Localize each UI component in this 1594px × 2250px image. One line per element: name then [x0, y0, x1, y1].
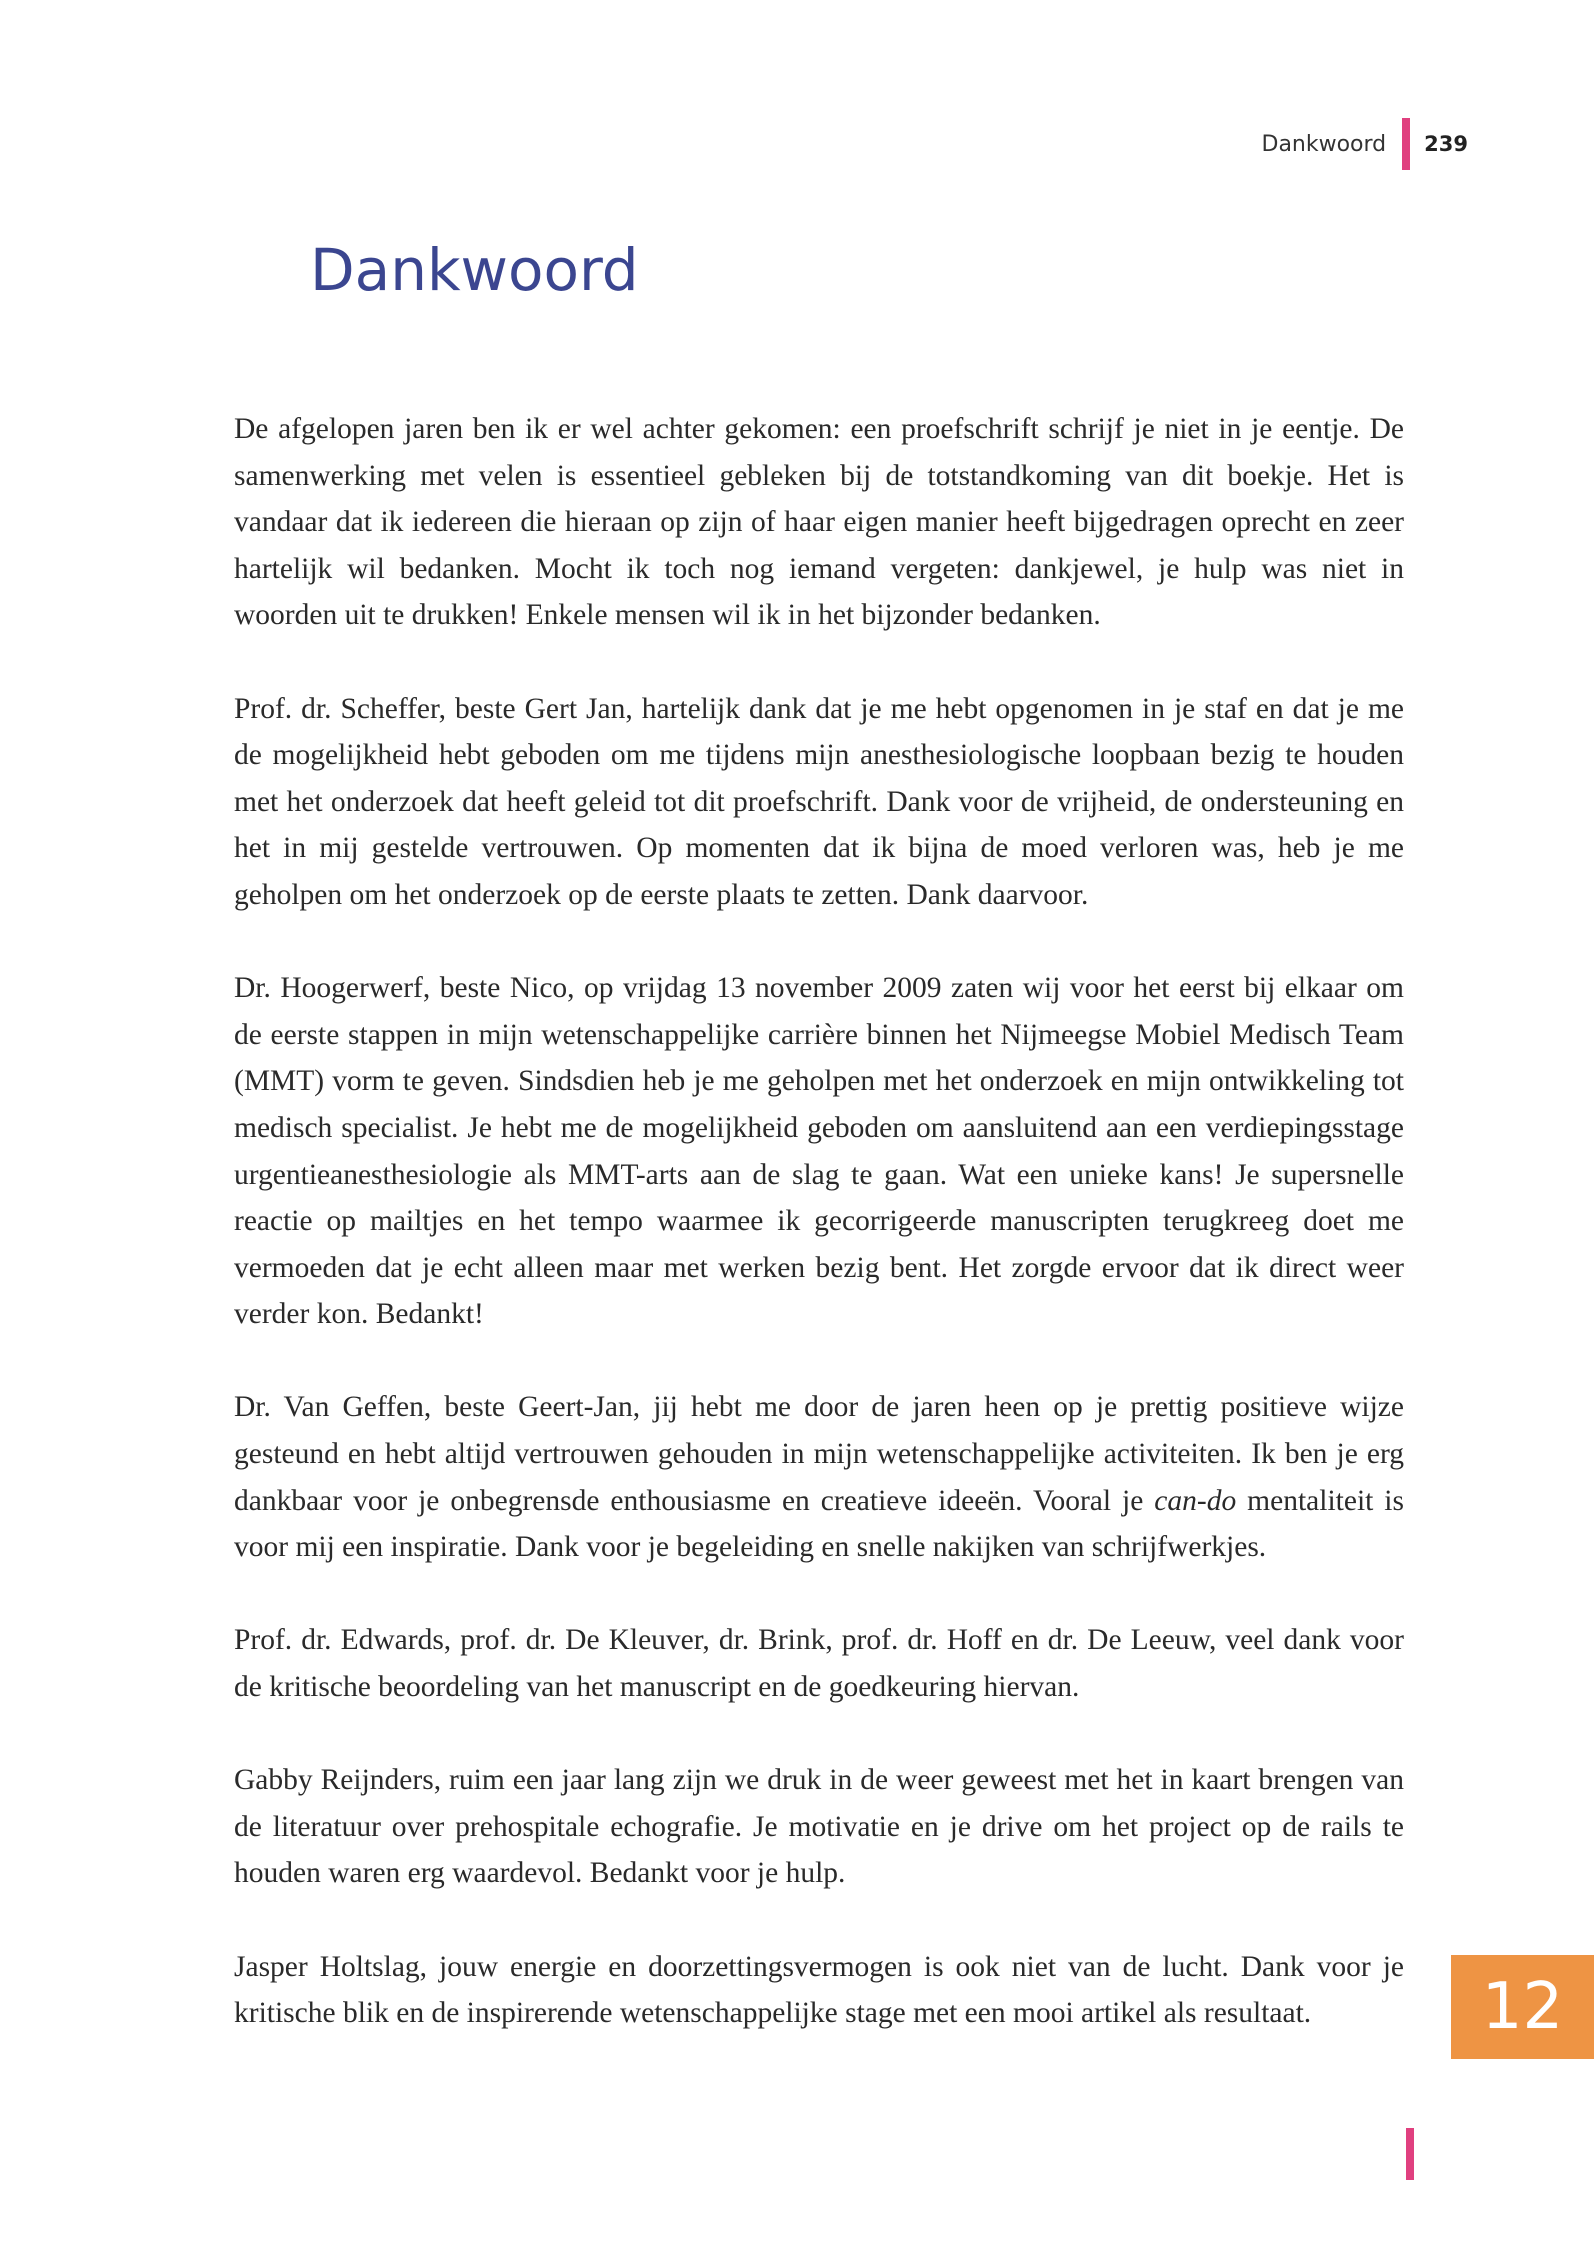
- header-accent-bar: [1402, 118, 1410, 170]
- paragraph-intro: De afgelopen jaren ben ik er wel achter gekomen: een proefschrift schrijf je niet in je eentje. De samenwerking met velen is essentieel gebleken bij de totstandkoming van dit boekje. Het is vandaar dat ik iedereen die hieraan op zijn of haar eigen manier heeft bijgedragen oprecht en zeer hartelijk wil bedanken. Mocht ik toch nog iemand vergeten: dankjewel, je hulp was niet in woorden uit te drukken! Enkele mensen wil ik in het bijzonder bedanken.: [234, 413, 1404, 632]
- paragraph-text: Dr. Van Geffen, beste Geert-Jan, jij hebt me door de jaren heen op je prettig positieve wijze gesteund en hebt altijd vertrouwen gehouden in mijn wetenschappelijke activiteiten. Ik ben je erg dankbaar voor je onbegrensde enthousiasme en creatieve ideeën. Vooral je: [234, 1391, 1404, 1517]
- footer-accent-bar: [1406, 2128, 1414, 2180]
- body-text: [234, 406, 1404, 2037]
- page-number: 239: [1424, 132, 1468, 156]
- paragraph-scheffer: Prof. dr. Scheffer, beste Gert Jan, hartelijk dank dat je me hebt opgenomen in je staf en dat je me de mogelijkheid hebt geboden om me tijdens mijn anesthesiologische loopbaan bezig te houden met het onderzoek dat heeft geleid tot dit proefschrift. Dank voor de vrijheid, de ondersteuning en het in mij gestelde vertrouwen. Op momenten dat ik bijna de moed verloren was, heb je me geholpen om het onderzoek op de eerste plaats te zetten. Dank daarvoor.: [234, 692, 1404, 911]
- header-section-title: Dankwoord: [1261, 131, 1387, 157]
- paragraph-holtslag: Jasper Holtslag, jouw energie en doorzettingsvermogen is ook niet van de lucht. Dank voor je kritische blik en de inspirerende wetenschappelijke stage met een mooi artikel als resultaat.: [234, 1950, 1404, 2030]
- emphasis-can-do: can-do: [1154, 1484, 1237, 1517]
- paragraph-committee: Prof. dr. Edwards, prof. dr. De Kleuver, dr. Brink, prof. dr. Hoff en dr. De Leeuw, veel dank voor de kritische beoordeling van het manuscript en de goedkeuring hiervan.: [234, 1624, 1404, 1704]
- paragraph-text: mentaliteit is voor mij een inspiratie. Dank voor je begeleiding en snelle nakijken van schrijfwerkjes.: [234, 1484, 1404, 1564]
- paragraph-van-geffen: [234, 1384, 1404, 1570]
- chapter-title: Dankwoord: [310, 236, 639, 304]
- paragraph-reijnders: Gabby Reijnders, ruim een jaar lang zijn we druk in de weer geweest met het in kaart brengen van de literatuur over prehospitale echografie. Je motivatie en je drive om het project op de rails te houden waren erg waardevol. Bedankt voor je hulp.: [234, 1764, 1404, 1890]
- paragraph-hoogerwerf: Dr. Hoogerwerf, beste Nico, op vrijdag 13 november 2009 zaten wij voor het eerst bij elkaar om de eerste stappen in mijn wetenschappelijke carrière binnen het Nijmeegse Mobiel Medisch Team (MMT) vorm te geven. Sindsdien heb je me geholpen met het onderzoek en mijn ontwikkeling tot medisch specialist. Je hebt me de mogelijkheid geboden om aansluitend aan een verdiepingsstage urgentieanesthesiologie als MMT-arts aan de slag te gaan. Wat een unieke kans! Je supersnelle reactie op mailtjes en het tempo waarmee ik gecorrigeerde manuscripten terugkreeg doet me vermoeden dat je echt alleen maar met werken bezig bent. Het zorgde ervoor dat ik direct weer verder kon. Bedankt!: [234, 972, 1404, 1331]
- chapter-tab: 12: [1451, 1955, 1594, 2059]
- running-header: [1262, 118, 1469, 170]
